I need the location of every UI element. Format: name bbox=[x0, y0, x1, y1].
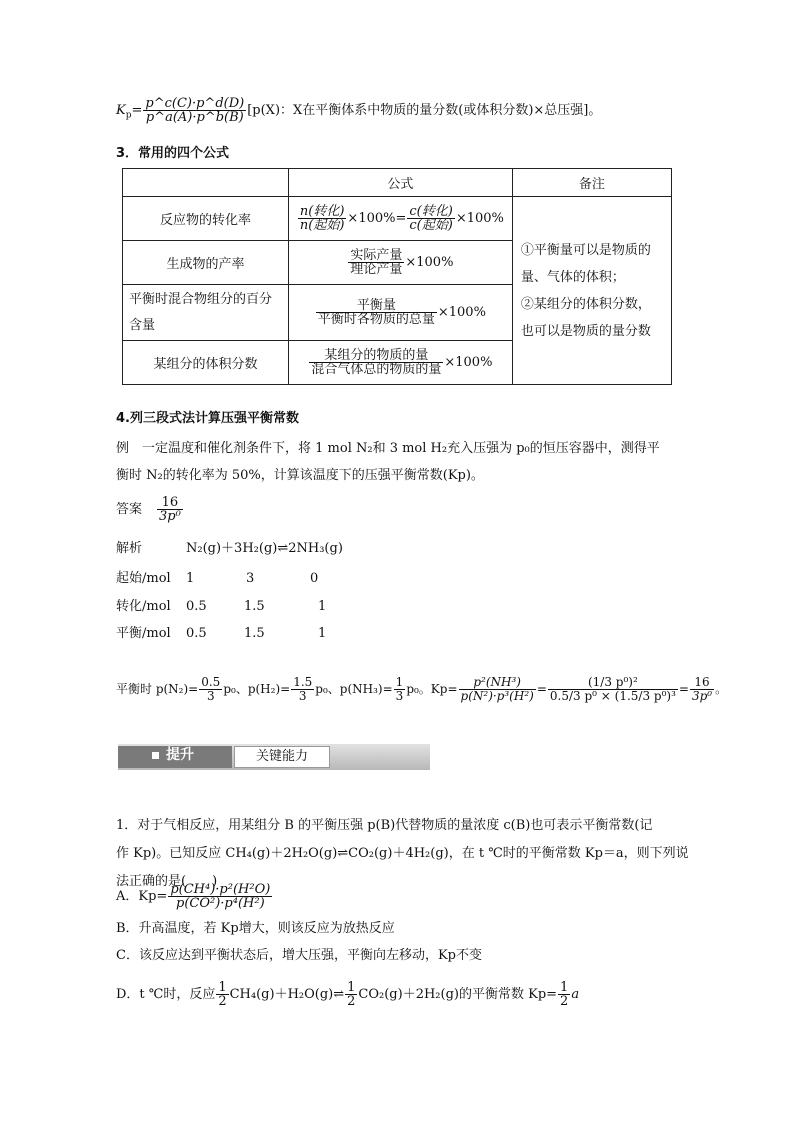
formula-table bbox=[122, 168, 672, 385]
square-icon bbox=[152, 752, 159, 759]
ice-row-start: 起始/mol 1 3 0 bbox=[116, 571, 319, 586]
section-3-title: 3．常用的四个公式 bbox=[116, 146, 230, 161]
banner-right-label: 关键能力 bbox=[234, 746, 330, 768]
section-4-title: 4.列三段式法计算压强平衡常数 bbox=[116, 411, 299, 426]
reaction-equation: N₂(g)＋3H₂(g)⇌2NH₃(g) bbox=[186, 541, 343, 556]
kp-definition: $K_p=$ $\frac{p\^{}c(C)\cdot p\^{}d(D)}{p\^{}a(A)\cdot p\^{}b(B)}$ [p(X)：X在平衡体系中物质的量分数(或体积分数)×总压强]。 bbox=[116, 96, 602, 125]
ice-row-equilibrium: 平衡/mol 0.5 1.5 1 bbox=[116, 626, 327, 641]
question-1-line-3: 法正确的是( ) bbox=[116, 874, 218, 889]
example-line-1: 例 一定温度和催化剂条件下，将 1 mol N₂和 3 mol H₂充入压强为 p₀的恒压容器中，测得平 bbox=[116, 441, 660, 456]
table-remark: ①平衡量可以是物质的 量、气体的体积； ②某组分的体积分数， 也可以是物质的量分数 bbox=[512, 197, 671, 385]
kp-symbol: K bbox=[116, 103, 126, 118]
table-row: 平衡时混合物组分的百分含量 $\frac{\text{平衡量}}{\text{平衡时各物质的总量}}$ ×100% bbox=[123, 285, 672, 341]
section-banner bbox=[118, 744, 430, 770]
answer-label: 答案 bbox=[116, 502, 143, 517]
banner-left-label: 提升 bbox=[166, 747, 194, 763]
table-row: 某组分的体积分数 $\frac{\text{某组分的物质的量}}{\text{混合气体总的物质的量}}$ ×100% bbox=[123, 341, 672, 385]
question-1-line-2: 作 Kp)。已知反应 CH₄(g)＋2H₂O(g)⇌CO₂(g)＋4H₂(g)，在 t ℃时的平衡常数 Kp＝a，则下列说 bbox=[116, 846, 689, 861]
option-b: B．升高温度，若 Kp增大，则该反应为放热反应 bbox=[116, 921, 395, 936]
table-row: 生成物的产率 $\frac{\text{实际产量}}{\text{理论产量}}$ ×100% bbox=[123, 241, 672, 285]
option-c: C．该反应达到平衡状态后，增大压强，平衡向左移动，Kp不变 bbox=[116, 948, 482, 963]
kp-fraction: $\frac{p\^{}c(C)\cdot p\^{}d(D)}{p\^{}a(A)\cdot p\^{}b(B)}$ bbox=[145, 96, 245, 125]
ice-row-change: 转化/mol 0.5 1.5 1 bbox=[116, 599, 327, 614]
final-calculation: 平衡时 p(N₂)= $\frac{0.5}{3}$ p₀、p(H₂)= $\frac{1.5}{3}$ p₀、p(NH₃)= $\frac{1}{3}$ p₀。Kp= $\frac{\text{p²(NH³)}}{\text{p(N²)·p³(H²)}}$ = $\frac{\text{(1/3 p⁰)²}}{\text{0.5/3 p⁰ × (1.5/3 p⁰)³}}$ = $\frac{16}{\text{3p⁰}}$ 。 bbox=[116, 675, 728, 703]
kp-note: [p(X)：X在平衡体系中物质的量分数(或体积分数)×总压强]。 bbox=[247, 103, 602, 118]
question-1-line-1: 1．对于气相反应，用某组分 B 的平衡压强 p(B)代替物质的量浓度 c(B)也可表示平衡常数(记 bbox=[116, 818, 653, 833]
answer: 答案 $\frac{16}{\text{3p⁰}}$ bbox=[116, 495, 181, 524]
option-a: A．Kp= $\frac{\text{p(CH⁴)·p²(H²O)}}{\text{p(CO²)·p⁴(H²)}}$ bbox=[116, 882, 271, 911]
table-header-row: 公式 备注 bbox=[123, 169, 672, 197]
analysis-label: 解析 bbox=[116, 541, 143, 556]
table-row: 反应物的转化率 $\frac{\text{n(转化)}}{\text{n(起始)}}$ ×100%= $\frac{\text{c(转化)}}{\text{c(起始)}}$ ×100% ①平衡量可以是物质的 量、气体的体积； ②某组分的体积分数， 也可以是物质的量分数 bbox=[123, 197, 672, 241]
option-d: D．t ℃时，反应 $\frac{1}{2}$ CH₄(g)＋H₂O(g)⇌ $\frac{1}{2}$ CO₂(g)＋2H₂(g)的平衡常数 Kp= $\frac{1}{2}$ a bbox=[116, 980, 580, 1009]
example-line-2: 衡时 N₂的转化率为 50%，计算该温度下的压强平衡常数(Kp)。 bbox=[116, 468, 484, 483]
